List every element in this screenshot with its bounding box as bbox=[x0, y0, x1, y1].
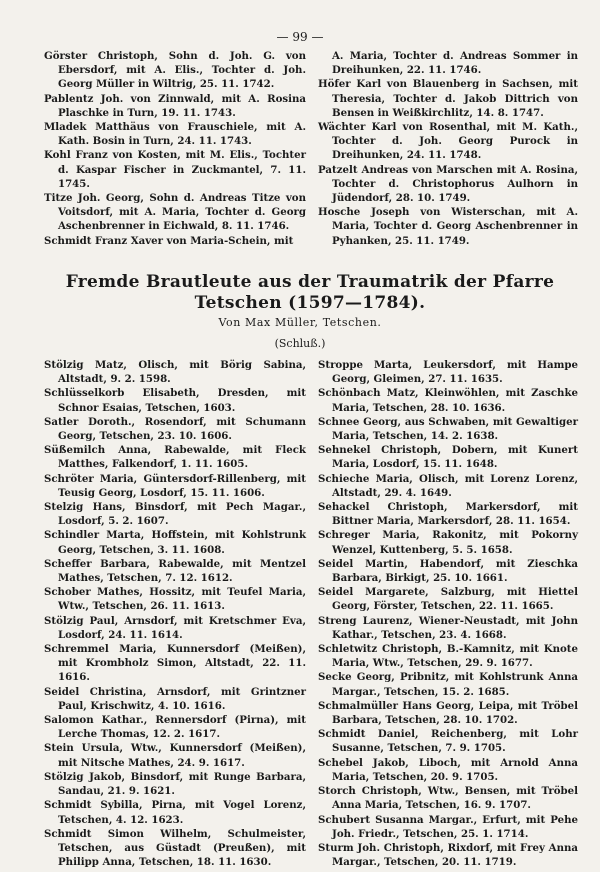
list-item: A. Maria, Tochter d. Andreas Sommer in Dreihunken, 22. 11. 1746. bbox=[332, 50, 578, 77]
list-item: Kohl Franz von Kosten, mit M. Elis., Tochter d. Kaspar Fischer in Zuckmantel, 7. 11. 1745. bbox=[44, 149, 306, 190]
list-item: Stroppe Marta, Leukersdorf, mit Hampe Georg, Gleimen, 27. 11. 1635. bbox=[318, 359, 578, 386]
list-item: Schober Mathes, Hossitz, mit Teufel Maria, Wtw., Tetschen, 26. 11. 1613. bbox=[44, 586, 306, 613]
list-item: Schmalmüller Hans Georg, Leipa, mit Tröbel Barbara, Tetschen, 28. 10. 1702. bbox=[318, 699, 578, 727]
list-item: Schmidt Daniel, Reichenberg, mit Lohr Susanne, Tetschen, 7. 9. 1705. bbox=[318, 728, 578, 755]
list-item: Hosche Joseph von Wisterschan, mit A. Maria, Tochter d. Georg Aschenbrenner in Pyhanken, 25. 11. 1749. bbox=[318, 206, 578, 247]
list-item: Stölzig Matz, Olisch, mit Börig Sabina, Altstadt, 9. 2. 1598. bbox=[44, 359, 306, 386]
list-item: Patzelt Andreas von Marschen mit A. Rosina, Tochter d. Christophorus Aulhorn in Jüdendorf, 28. 10. 1749. bbox=[318, 163, 578, 205]
list-item: Salomon Kathar., Rennersdorf (Pirna), mit Lerche Thomas, 12. 2. 1617. bbox=[44, 714, 306, 741]
list-item: Mladek Matthäus von Frauschiele, mit A. Kath. Bosin in Turn, 24. 11. 1743. bbox=[44, 121, 306, 148]
list-item: Storch Christoph, Wtw., Bensen, mit Tröbel Anna Maria, Tetschen, 16. 9. 1707. bbox=[318, 785, 578, 812]
list-item: Stölzig Jakob, Binsdorf, mit Runge Barbara, Sandau, 21. 9. 1621. bbox=[44, 770, 306, 798]
list-item: Schlüsselkorb Elisabeth, Dresden, mit Schnor Esaias, Tetschen, 1603. bbox=[44, 387, 306, 414]
bottom-left-column bbox=[44, 358, 306, 869]
list-item: Stein Ursula, Wtw., Kunnersdorf (Meißen), mit Nitsche Mathes, 24. 9. 1617. bbox=[44, 742, 306, 769]
list-item: Streng Laurenz, Wiener-Neustadt, mit John Kathar., Tetschen, 23. 4. 1668. bbox=[318, 614, 578, 641]
list-item: Schubert Susanna Margar., Erfurt, mit Pehe Joh. Friedr., Tetschen, 25. 1. 1714. bbox=[318, 813, 578, 840]
list-item: Schindler Marta, Hoffstein, mit Kohlstrunk Georg, Tetschen, 3. 11. 1608. bbox=[44, 529, 306, 556]
list-item: Seidel Martin, Habendorf, mit Zieschka Barbara, Birkigt, 25. 10. 1661. bbox=[318, 557, 578, 585]
top-right-column bbox=[318, 49, 578, 248]
section-title: Fremde Brautleute aus der Traumatrik der Pfarre Tetschen (1597—1784). bbox=[65, 272, 555, 313]
list-item: Stelzig Hans, Binsdorf, mit Pech Magar., Losdorf, 5. 2. 1607. bbox=[44, 501, 306, 528]
list-item: Görster Christoph, Sohn d. Joh. G. von Ebersdorf, mit A. Elis., Tochter d. Joh. Georg Müller in Wiltrig, 25. 11. 1742. bbox=[44, 50, 306, 91]
list-item: Scheffer Barbara, Rabewalde, mit Mentzel Mathes, Tetschen, 7. 12. 1612. bbox=[44, 557, 306, 585]
list-item: Wächter Karl von Rosenthal, mit M. Kath., Tochter d. Joh. Georg Purock in Dreihunken, 24. 11. 1748. bbox=[318, 121, 578, 162]
list-item: Schreger Maria, Rakonitz, mit Pokorny Wenzel, Kuttenberg, 5. 5. 1658. bbox=[318, 529, 578, 556]
list-item: Schebel Jakob, Liboch, mit Arnold Anna Maria, Tetschen, 20. 9. 1705. bbox=[318, 756, 578, 783]
list-item: Schmidt Sybilla, Pirna, mit Vogel Lorenz, Tetschen, 4. 12. 1623. bbox=[44, 799, 306, 826]
list-item: Schröter Maria, Güntersdorf-Rillenberg, mit Teusig Georg, Losdorf, 15. 11. 1606. bbox=[44, 472, 306, 499]
list-item: Schnee Georg, aus Schwaben, mit Gewaltiger Maria, Tetschen, 14. 2. 1638. bbox=[318, 415, 578, 443]
list-item: Schremmel Maria, Kunnersdorf (Meißen), mit Krombholz Simon, Altstadt, 22. 11. 1616. bbox=[44, 643, 306, 684]
list-item: Schmidt Simon Wilhelm, Schulmeister, Tetschen, aus Güstadt (Preußen), mit Philipp Anna, Tetschen, 18. 11. 1630. bbox=[44, 827, 306, 869]
list-item: Seidel Christina, Arnsdorf, mit Grintzner Paul, Krischwitz, 4. 10. 1616. bbox=[44, 685, 306, 712]
list-item: Schönbach Matz, Kleinwöhlen, mit Zaschke Maria, Tetschen, 28. 10. 1636. bbox=[318, 387, 578, 414]
list-item: Höfer Karl von Blauenberg in Sachsen, mit Theresia, Tochter d. Jakob Dittrich von Bensen in Weißkirchlitz, 14. 8. 1747. bbox=[318, 78, 578, 119]
list-item: Süßemilch Anna, Rabewalde, mit Fleck Matthes, Falkendorf, 1. 11. 1605. bbox=[44, 444, 306, 471]
bottom-right-column bbox=[318, 358, 578, 869]
list-item: Schmidt Franz Xaver von Maria-Schein, mit bbox=[44, 234, 294, 247]
list-item: Pablentz Joh. von Zinnwald, mit A. Rosina Plaschke in Turn, 19. 11. 1743. bbox=[44, 92, 306, 119]
list-item: Sehnekel Christoph, Dobern, mit Kunert Maria, Losdorf, 15. 11. 1648. bbox=[318, 444, 578, 471]
page-number: — 99 — bbox=[276, 30, 324, 44]
author-line: Von Max Müller, Tetschen. bbox=[218, 316, 382, 329]
continuation-note: (Schluß.) bbox=[274, 337, 326, 350]
list-item: Schletwitz Christoph, B.-Kamnitz, mit Knote Maria, Wtw., Tetschen, 29. 9. 1677. bbox=[318, 643, 578, 670]
list-item: Titze Joh. Georg, Sohn d. Andreas Titze von Voitsdorf, mit A. Maria, Tochter d. Georg Aschenbrenner in Eichwald, 8. 11. 1746. bbox=[44, 192, 306, 233]
list-item: Sturm Joh. Christoph, Rixdorf, mit Frey Anna Margar., Tetschen, 20. 11. 1719. bbox=[318, 841, 578, 869]
list-item: Satler Doroth., Rosendorf, mit Schumann Georg, Tetschen, 23. 10. 1606. bbox=[44, 415, 306, 443]
list-item: Stölzig Paul, Arnsdorf, mit Kretschmer Eva, Losdorf, 24. 11. 1614. bbox=[44, 614, 306, 641]
list-item: Secke Georg, Pribnitz, mit Kohlstrunk Anna Margar., Tetschen, 15. 2. 1685. bbox=[318, 671, 578, 698]
list-item: Schieche Maria, Olisch, mit Lorenz Lorenz, Altstadt, 29. 4. 1649. bbox=[318, 472, 578, 499]
list-item: Seidel Margarete, Salzburg, mit Hiettel Georg, Förster, Tetschen, 22. 11. 1665. bbox=[318, 586, 578, 613]
list-item: Sehackel Christoph, Markersdorf, mit Bittner Maria, Markersdorf, 28. 11. 1654. bbox=[318, 501, 578, 528]
top-left-column bbox=[44, 49, 306, 248]
